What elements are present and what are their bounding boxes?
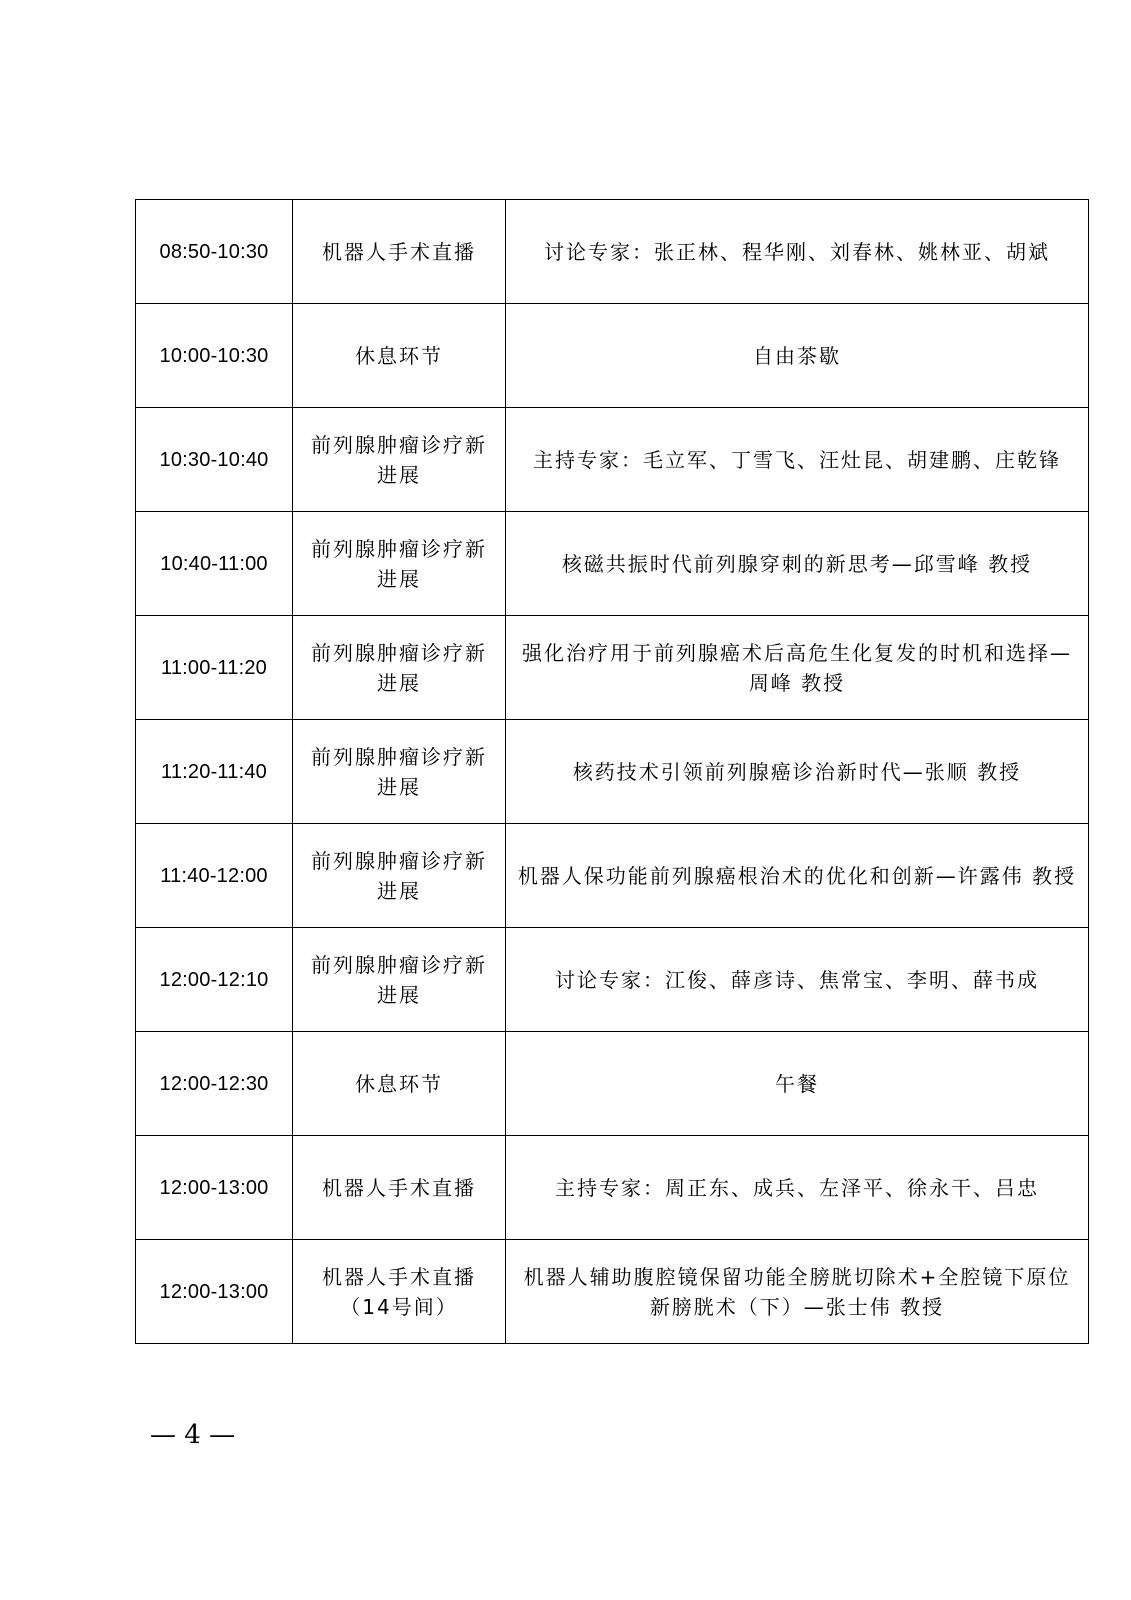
page-number: — 4 — [150,1420,236,1450]
time-cell: 12:00-12:30 [136,1032,293,1136]
session-cell: 前列腺肿瘤诊疗新进展 [293,824,506,928]
table-row [136,720,1089,824]
schedule-table [135,199,1089,1344]
table-row [136,200,1089,304]
content-cell: 核磁共振时代前列腺穿刺的新思考—邱雪峰 教授 [506,512,1089,616]
content-cell: 主持专家：周正东、成兵、左泽平、徐永干、吕忠 [506,1136,1089,1240]
table-row [136,304,1089,408]
table-row [136,408,1089,512]
content-cell: 强化治疗用于前列腺癌术后高危生化复发的时机和选择—周峰 教授 [506,616,1089,720]
table-row [136,1032,1089,1136]
session-cell: 前列腺肿瘤诊疗新进展 [293,512,506,616]
content-cell: 自由茶歇 [506,304,1089,408]
time-cell: 10:30-10:40 [136,408,293,512]
table-row [136,1136,1089,1240]
session-cell: 休息环节 [293,304,506,408]
time-cell: 08:50-10:30 [136,200,293,304]
content-cell: 机器人辅助腹腔镜保留功能全膀胱切除术+全腔镜下原位新膀胱术（下）—张士伟 教授 [506,1240,1089,1344]
content-cell: 讨论专家：张正林、程华刚、刘春林、姚林亚、胡斌 [506,200,1089,304]
time-cell: 10:00-10:30 [136,304,293,408]
time-cell: 11:00-11:20 [136,616,293,720]
table-row [136,824,1089,928]
session-cell: 机器人手术直播 [293,1136,506,1240]
session-cell: 前列腺肿瘤诊疗新进展 [293,720,506,824]
session-cell: 机器人手术直播（14号间） [293,1240,506,1344]
table-row [136,1240,1089,1344]
content-cell: 机器人保功能前列腺癌根治术的优化和创新—许露伟 教授 [506,824,1089,928]
session-cell: 前列腺肿瘤诊疗新进展 [293,408,506,512]
content-cell: 核药技术引领前列腺癌诊治新时代—张顺 教授 [506,720,1089,824]
time-cell: 10:40-11:00 [136,512,293,616]
time-cell: 12:00-13:00 [136,1136,293,1240]
content-cell: 主持专家：毛立军、丁雪飞、汪灶昆、胡建鹏、庄乾锋 [506,408,1089,512]
time-cell: 11:20-11:40 [136,720,293,824]
table-row [136,616,1089,720]
session-cell: 机器人手术直播 [293,200,506,304]
session-cell: 休息环节 [293,1032,506,1136]
content-cell: 午餐 [506,1032,1089,1136]
time-cell: 11:40-12:00 [136,824,293,928]
table-row [136,512,1089,616]
time-cell: 12:00-12:10 [136,928,293,1032]
content-cell: 讨论专家：江俊、薛彦诗、焦常宝、李明、薛书成 [506,928,1089,1032]
session-cell: 前列腺肿瘤诊疗新进展 [293,928,506,1032]
session-cell: 前列腺肿瘤诊疗新进展 [293,616,506,720]
time-cell: 12:00-13:00 [136,1240,293,1344]
table-row [136,928,1089,1032]
